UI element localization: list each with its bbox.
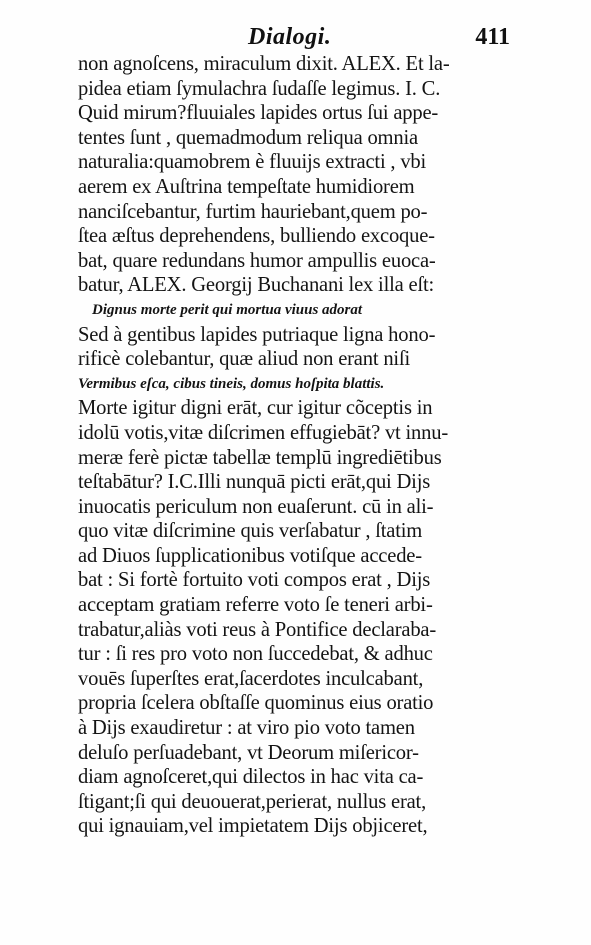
verse-line-2: Vermibus eſca, cibus tineis, domus hoſpita blattis. [78, 375, 385, 392]
text-line-29: deluſo perſuadebant, vt Deorum miſericor- [78, 741, 419, 764]
text-line-26: vouēs ſuperſtes erat,ſacerdotes inculcabant, [78, 667, 424, 690]
text-line-4: tentes ſunt , quemadmodum reliqua omnia [78, 126, 418, 149]
page-header [80, 24, 510, 54]
text-line-10: batur, ALEX. Georgij Buchanani lex illa eſt: [78, 274, 435, 297]
text-line-27: propria ſcelera obſtaſſe quominus eius oratio [78, 692, 434, 715]
text-line-20: quo vitæ diſcrimine quis verſabatur , ſtatim [78, 520, 423, 543]
text-line-8: ſtea æſtus deprehendens, bulliendo excoque- [78, 225, 435, 248]
text-line-5: naturalia:quamobrem è fluuijs extracti , vbi [78, 151, 427, 174]
text-line-22: bat : Si fortè fortuito voti compos erat , Dijs [78, 569, 431, 592]
running-title: Dialogi. [248, 24, 332, 50]
text-line-23: acceptam gratiam referre voto ſe teneri arbi- [78, 594, 433, 617]
body-text [78, 52, 508, 839]
text-line-6: aerem ex Auſtrina tempeſtate humidiorem [78, 175, 415, 198]
text-line-17: meræ ferè pictæ tabellæ templū ingrediētibus [78, 446, 442, 469]
text-line-2: pidea etiam ſymulachra ſudaſſe legimus. I. C. [78, 77, 441, 100]
text-line-7: nanciſcebantur, furtim hauriebant,quem po- [78, 200, 428, 223]
text-line-1: non agnoſcens, miraculum dixit. ALEX. Et la- [78, 53, 450, 75]
text-line-18: teſtabātur? I.C.Illi nunquā picti erāt,qui Dijs [78, 471, 431, 494]
text-line-16: idolū votis,vitæ diſcrimen effugiebāt? vt innu- [78, 421, 448, 444]
verse-line-1: Dignus morte perit qui mortua viuus adorat [92, 301, 363, 318]
text-line-32: qui ignauiam,vel impietatem Dijs objiceret, [78, 815, 428, 838]
text-line-13: rificè colebantur, quæ aliud non erant niſi [78, 348, 410, 371]
text-line-12: Sed à gentibus lapides putriaque ligna hono- [78, 323, 436, 346]
text-line-25: tur : ſi res pro voto non ſuccedebat, & adhuc [78, 643, 433, 666]
text-line-31: ſtigant;ſi qui deuouerat,perierat, nullus erat, [78, 790, 427, 813]
text-line-24: trabatur,aliàs voti reus à Pontifice declaraba- [78, 618, 437, 641]
text-line-19: inuocatis periculum non euaſerunt. cū in ali- [78, 495, 434, 518]
text-line-9: bat, quare redundans humor ampullis euoca- [78, 249, 436, 272]
text-line-28: à Dijs exaudiretur : at viro pio voto tamen [78, 717, 415, 740]
text-line-3: Quid mirum?fluuiales lapides ortus ſui appe- [78, 102, 439, 125]
text-line-30: diam agnoſceret,qui dilectos in hac vita ca- [78, 766, 424, 789]
text-line-15: Morte igitur digni erāt, cur igitur cõceptis in [78, 397, 433, 420]
text-line-21: ad Diuos ſupplicationibus votiſque accede- [78, 544, 422, 567]
page-number: 411 [475, 24, 510, 50]
